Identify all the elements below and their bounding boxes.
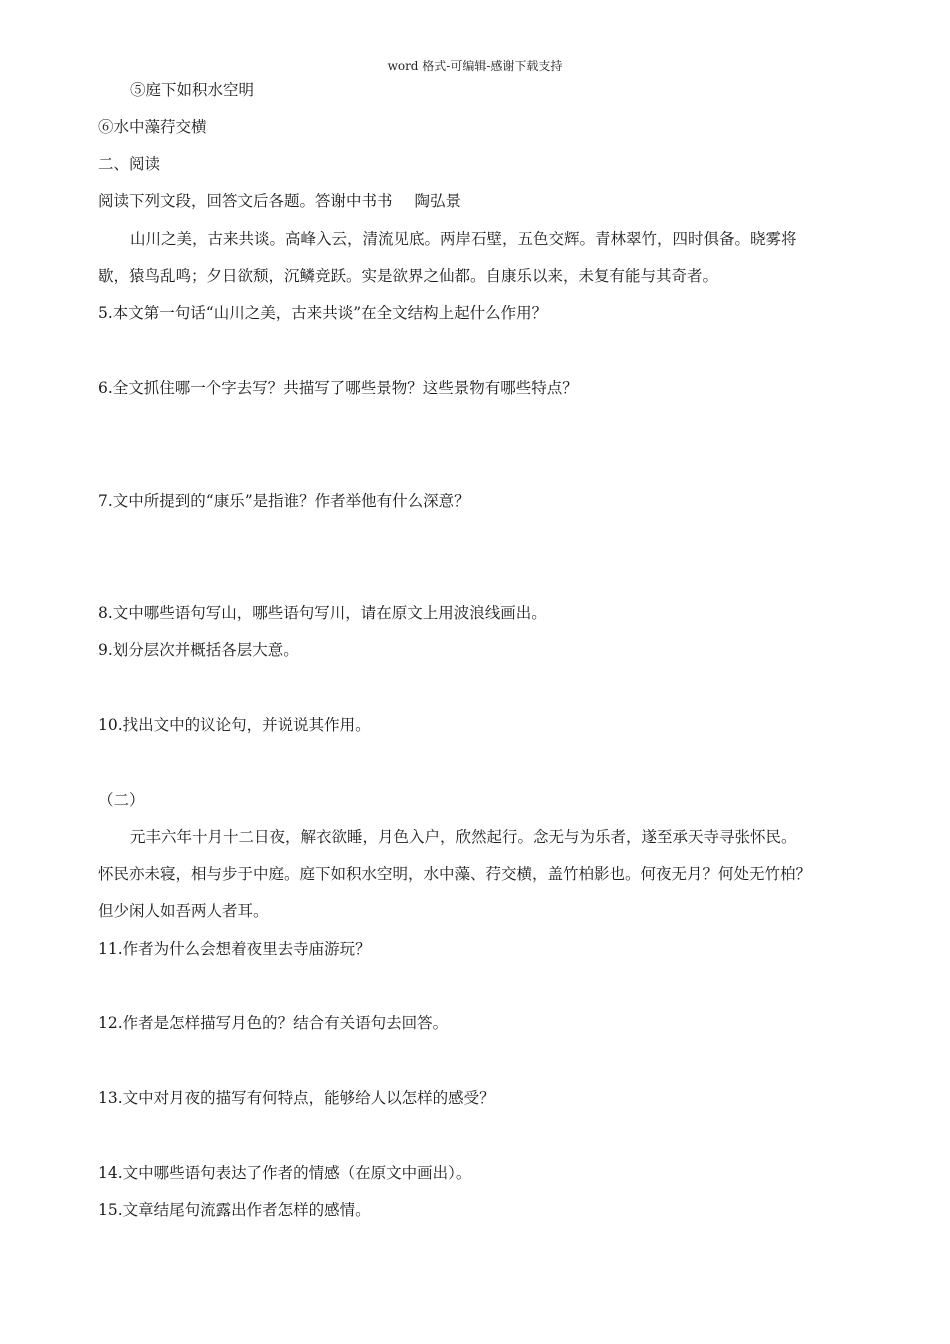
question-11: 11.作者为什么会想着夜里去寺庙游玩？ (98, 940, 371, 958)
page-header: word 格式-可编辑-感谢下载支持 (387, 59, 563, 73)
section-heading-reading: 二、阅读 (98, 155, 161, 173)
question-5: 5.本文第一句话“山川之美，古来共谈”在全文结构上起什么作用？ (98, 304, 548, 322)
passage-two-line-1: 元丰六年十月十二日夜，解衣欲睡，月色入户，欣然起行。念无与为乐者，遂至承天寺寻张怀民。 (130, 828, 797, 846)
question-8: 8.文中哪些语句写山，哪些语句写川，请在原文上用波浪线画出。 (98, 604, 547, 622)
question-12: 12.作者是怎样描写月色的？结合有关语句去回答。 (98, 1014, 449, 1032)
question-7: 7.文中所提到的“康乐”是指谁？作者举他有什么深意？ (98, 492, 470, 510)
answer-item-5: ⑤庭下如积水空明 (130, 81, 255, 99)
question-15: 15.文章结尾句流露出作者怎样的感情。 (98, 1201, 371, 1219)
answer-item-6: ⑥水中藻荇交横 (98, 118, 207, 136)
passage-two-line-3: 但少闲人如吾两人者耳。 (98, 902, 269, 920)
passage-two-line-2: 怀民亦未寝，相与步于中庭。庭下如积水空明，水中藻、荇交横，盖竹柏影也。何夜无月？何处无竹柏？ (98, 865, 812, 883)
question-6: 6.全文抓住哪一个字去写？共描写了哪些景物？这些景物有哪些特点？ (98, 379, 578, 397)
reading-instruction (98, 191, 461, 211)
question-9: 9.划分层次并概括各层大意。 (98, 641, 299, 659)
question-13: 13.文中对月夜的描写有何特点，能够给人以怎样的感受？ (98, 1089, 495, 1107)
question-10: 10.找出文中的议论句，并说说其作用。 (98, 716, 371, 734)
section-two-heading: （二） (98, 791, 145, 809)
passage-author: 陶弘景 (414, 192, 462, 210)
passage-title: 阅读下列文段，回答文后各题。答谢中书书 (98, 192, 393, 210)
passage-one-line-1: 山川之美，古来共谈。高峰入云，清流见底。两岸石壁，五色交辉。青林翠竹，四时俱备。晓雾将 (130, 230, 797, 248)
question-14: 14.文中哪些语句表达了作者的情感（在原文中画出）。 (98, 1164, 472, 1182)
passage-one-line-2: 歇，猿鸟乱鸣；夕日欲颓，沉鳞竞跃。实是欲界之仙都。自康乐以来，未复有能与其奇者。 (98, 267, 719, 285)
